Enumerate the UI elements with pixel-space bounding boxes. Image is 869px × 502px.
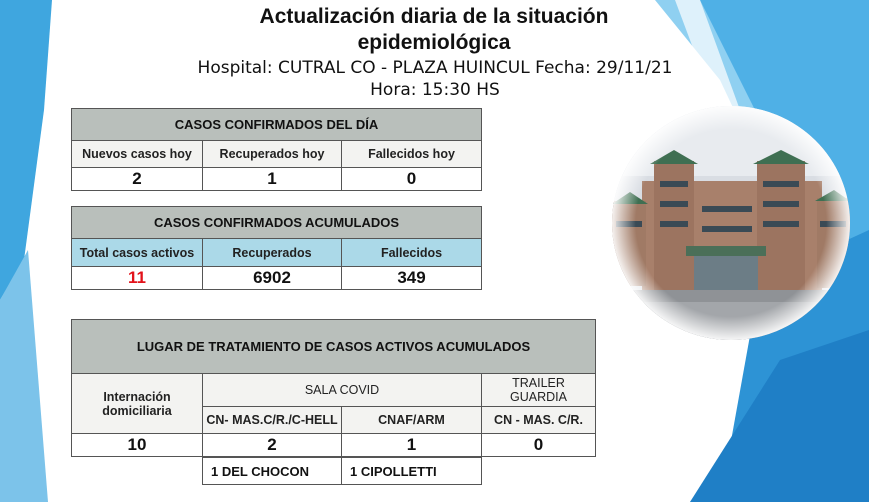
- sala-sub-label-1: CN- MAS.C/R./C-HELL: [203, 407, 342, 434]
- cumulative-cases-title: CASOS CONFIRMADOS ACUMULADOS: [72, 207, 482, 239]
- referral-notes-table: [202, 457, 482, 485]
- hospital-line: Hospital: CUTRAL CO - PLAZA HUINCUL Fecha: 29/11/21: [197, 58, 673, 78]
- daily-cases-table: [71, 108, 482, 191]
- deceased-label: Fallecidos: [342, 239, 482, 267]
- trailer-guardia-label: TRAILER GUARDIA: [482, 374, 596, 407]
- note-chocon: 1 DEL CHOCON: [203, 458, 342, 485]
- sala-sub-label-2: CNAF/ARM: [342, 407, 482, 434]
- page-title: Actualización diaria de la situación epidemiológica: [259, 5, 609, 54]
- active-cases-label: Total casos activos: [72, 239, 203, 267]
- deceased-today-label: Fallecidos hoy: [342, 141, 482, 168]
- new-cases-label: Nuevos casos hoy: [72, 141, 203, 168]
- sala-value-1: 2: [203, 434, 342, 457]
- hospital-date-line: [170, 57, 700, 101]
- deceased-value: 349: [342, 267, 482, 290]
- daily-cases-title: CASOS CONFIRMADOS DEL DÍA: [72, 109, 482, 141]
- treatment-location-table: [71, 319, 596, 457]
- home-care-label: Internación domiciliaria: [72, 374, 203, 434]
- deceased-today-value: 0: [342, 168, 482, 191]
- recovered-today-value: 1: [203, 168, 342, 191]
- recovered-label: Recuperados: [203, 239, 342, 267]
- new-cases-value: 2: [72, 168, 203, 191]
- hospital-photo: [612, 106, 850, 340]
- note-cipolletti: 1 CIPOLLETTI: [342, 458, 482, 485]
- recovered-today-label: Recuperados hoy: [203, 141, 342, 168]
- trailer-value: 0: [482, 434, 596, 457]
- home-care-value: 10: [72, 434, 203, 457]
- active-cases-value: 11: [72, 267, 203, 290]
- sala-covid-label: SALA COVID: [203, 374, 482, 407]
- recovered-value: 6902: [203, 267, 342, 290]
- sala-value-2: 1: [342, 434, 482, 457]
- time-line: Hora: 15:30 HS: [370, 80, 500, 100]
- trailer-sub-label: CN - MAS. C/R.: [482, 407, 596, 434]
- treatment-title: LUGAR DE TRATAMIENTO DE CASOS ACTIVOS ACUMULADOS: [72, 320, 596, 374]
- cumulative-cases-table: [71, 206, 482, 290]
